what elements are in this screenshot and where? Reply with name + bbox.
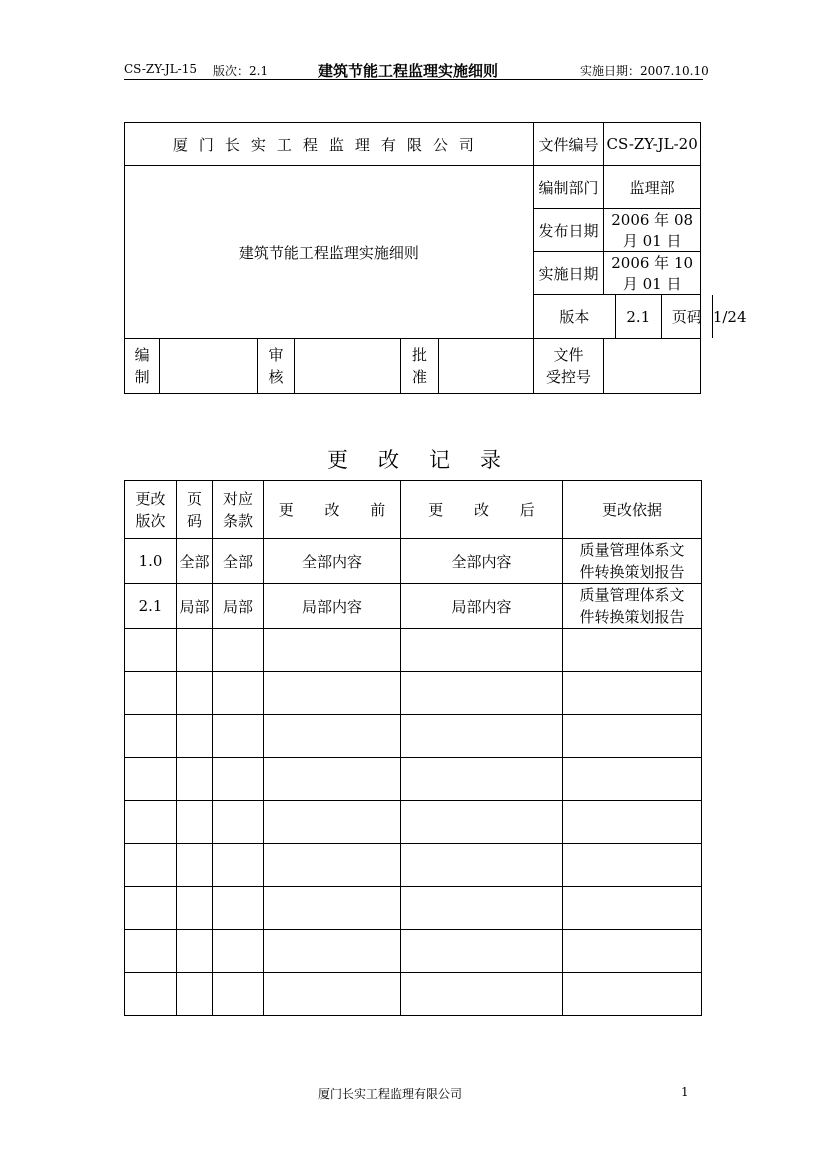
review-label-1: 审 [268,346,284,364]
table-row [125,539,702,584]
col-before: 更 改 前 [264,481,401,539]
row-basis [563,539,702,584]
row-basis [563,584,702,629]
empty-row [125,973,702,1016]
version-page-subtable: 版本 2.1 页码 1/24 [534,295,713,338]
col-rev-1: 更改 [135,489,166,508]
empty-row [125,715,702,758]
dept-label: 编制部门 [533,166,603,209]
change-record-title: 更改记录 [327,448,531,472]
compile-label-2: 制 [134,368,150,386]
dept: 监理部 [604,166,701,209]
header-rule [124,79,703,80]
row-after: 局部内容 [401,584,563,629]
row-basis-2: 件转换策划报告 [579,608,685,626]
row-clause: 全部 [213,539,264,584]
col-basis: 更改依据 [563,481,702,539]
row-rev: 2.1 [125,584,177,629]
col-page [177,481,213,539]
approve-value [439,339,534,394]
control-label-2: 受控号 [546,368,592,386]
compile-value [160,339,258,394]
version-label: 版本 [534,295,616,338]
header-title: 建筑节能工程监理实施细则 [318,62,499,80]
empty-row [125,844,702,887]
col-rev-2: 版次 [135,511,166,530]
row-page: 全部 [177,539,213,584]
approve-label-1: 批 [411,346,427,364]
row-rev: 1.0 [125,539,177,584]
company-name: 厦门长实工程监理有限公司 [125,123,534,166]
header-version: 版次：2.1 [213,64,269,78]
compile-label [125,339,160,394]
col-clause [213,481,264,539]
version-value: 2.1 [615,295,661,338]
page-label: 页码 [661,295,712,338]
footer-page-no: 1 [681,1085,689,1099]
footer-company: 厦门长实工程监理有限公司 [318,1087,463,1101]
control-label [533,339,603,394]
table-row [125,584,702,629]
publish-label: 发布日期 [533,209,603,252]
control-label-1: 文件 [553,346,584,364]
compile-label-1: 编 [134,346,150,364]
control-value [604,339,701,394]
impl-label: 实施日期 [533,252,603,295]
col-rev [125,481,177,539]
version-page-cell [533,295,747,339]
row-basis-1: 质量管理体系文 [579,586,685,604]
cover-table [124,122,747,394]
review-label-2: 核 [268,368,284,386]
publish-date: 2006 年 08 月 01 日 [604,209,701,252]
row-page: 局部 [177,584,213,629]
col-page-1: 页 [186,489,202,508]
col-clause-1: 对应 [222,489,253,508]
row-clause: 局部 [213,584,264,629]
row-before: 全部内容 [264,539,401,584]
row-basis-2: 件转换策划报告 [579,563,685,581]
header-doc-code: CS-ZY-JL-15 [124,62,197,76]
empty-row [125,930,702,973]
row-basis-1: 质量管理体系文 [579,541,685,559]
empty-row [125,672,702,715]
empty-row [125,758,702,801]
col-after: 更 改 后 [401,481,563,539]
header-impl-date: 实施日期：2007.10.10 [580,64,709,78]
empty-row [125,629,702,672]
impl-date: 2006 年 10 月 01 日 [604,252,701,295]
col-clause-2: 条款 [222,511,253,530]
row-before: 局部内容 [264,584,401,629]
doc-title: 建筑节能工程监理实施细则 [125,166,534,339]
review-value [295,339,401,394]
approve-label-2: 准 [411,368,427,386]
review-label [257,339,294,394]
col-page-2: 码 [186,511,202,530]
approve-label [400,339,438,394]
change-table [124,480,702,1016]
empty-row [125,887,702,930]
file-no: CS-ZY-JL-20 [604,123,701,166]
row-after: 全部内容 [401,539,563,584]
file-no-label: 文件编号 [533,123,603,166]
empty-row [125,801,702,844]
